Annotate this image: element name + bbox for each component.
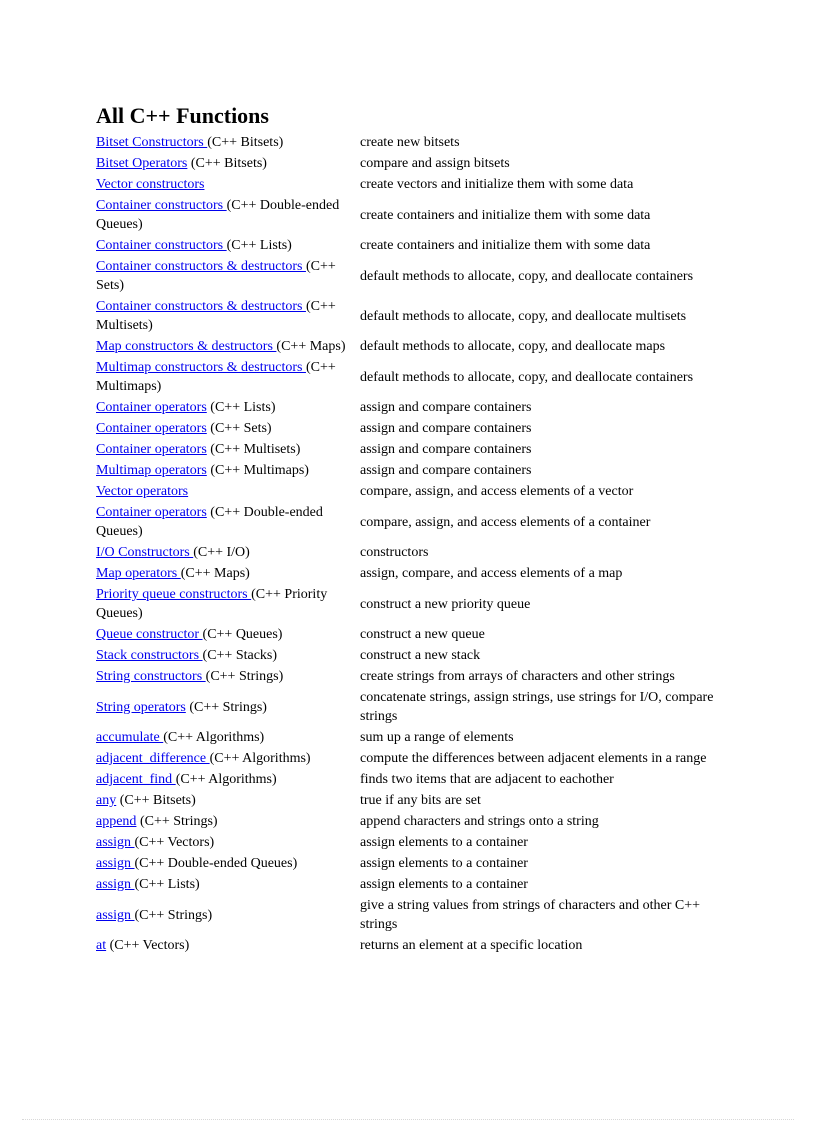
function-category: (C++ Lists) — [134, 877, 200, 892]
function-name-cell — [94, 132, 358, 153]
table-row — [94, 336, 718, 357]
function-name-cell — [94, 296, 358, 336]
function-category: (C++ Multimaps) — [206, 463, 309, 478]
function-name-cell — [94, 256, 358, 296]
function-category: (C++ Algorithms) — [209, 751, 311, 766]
table-row — [94, 153, 718, 174]
function-description: create new bitsets — [360, 135, 460, 150]
function-category: (C++ Strings) — [185, 699, 267, 715]
function-link[interactable]: assign — [96, 856, 135, 871]
function-link[interactable]: assign — [96, 835, 135, 850]
function-category: (C++ Algorithms) — [175, 772, 277, 787]
functions-table-body — [94, 132, 718, 956]
function-name-cell — [94, 336, 358, 357]
function-description: returns an element at a specific location — [360, 938, 583, 953]
page-title: All C++ Functions — [96, 103, 269, 128]
function-name-cell — [94, 769, 358, 790]
function-category: (C++ Strings) — [136, 814, 218, 829]
table-row — [94, 687, 718, 727]
function-link[interactable]: Container operators — [96, 442, 207, 457]
function-name-cell — [94, 645, 358, 666]
function-link[interactable]: I/O Constructors — [96, 545, 194, 560]
function-description: create strings from arrays of characters and other strings — [360, 669, 675, 684]
function-description: constructors — [360, 545, 429, 560]
function-link[interactable]: Stack constructors — [96, 648, 203, 663]
function-link[interactable]: Container constructors & destructors — [96, 259, 306, 274]
table-row — [94, 418, 718, 439]
function-link[interactable]: Vector operators — [96, 484, 189, 499]
function-description: sum up a range of elements — [360, 730, 514, 745]
function-name-cell — [94, 727, 358, 748]
function-link[interactable]: Container constructors & destructors — [96, 299, 306, 314]
table-row — [94, 542, 718, 563]
table-row — [94, 811, 718, 832]
table-row — [94, 439, 718, 460]
function-name-cell — [94, 832, 358, 853]
function-name-cell — [94, 584, 358, 624]
function-link[interactable]: assign — [96, 907, 135, 923]
function-category: (C++ Queues) — [202, 627, 283, 642]
function-link[interactable]: Bitset Operators — [96, 156, 188, 171]
function-link[interactable]: Container operators — [96, 400, 207, 415]
function-link[interactable]: Queue constructor — [96, 627, 203, 642]
function-link[interactable]: Multimap constructors & destructors — [96, 360, 306, 375]
table-row — [94, 357, 718, 397]
table-row — [94, 853, 718, 874]
function-category: (C++ Multimaps) — [96, 360, 336, 394]
function-link[interactable]: Priority queue constructors — [96, 587, 252, 602]
function-link[interactable]: append — [96, 814, 137, 829]
table-row — [94, 645, 718, 666]
function-description: assign and compare containers — [360, 463, 532, 478]
function-name-cell — [94, 748, 358, 769]
function-link[interactable]: String constructors — [96, 669, 206, 684]
table-row — [94, 235, 718, 256]
function-name-cell — [94, 439, 358, 460]
function-name-cell — [94, 481, 358, 502]
function-category: (C++ Algorithms) — [163, 730, 265, 745]
function-description: create containers and initialize them with some data — [360, 238, 651, 253]
function-name-cell — [94, 397, 358, 418]
function-name-cell — [94, 790, 358, 811]
function-description: default methods to allocate, copy, and deallocate multisets — [360, 308, 687, 324]
table-row — [94, 666, 718, 687]
function-category: (C++ Priority Queues) — [96, 587, 328, 621]
table-row — [94, 790, 718, 811]
function-description: construct a new priority queue — [360, 596, 531, 612]
table-row — [94, 460, 718, 481]
table-row — [94, 895, 718, 935]
table-row — [94, 132, 718, 153]
function-link[interactable]: String operators — [96, 699, 186, 715]
function-name-cell — [94, 624, 358, 645]
function-category: (C++ Maps) — [180, 566, 250, 581]
function-category: (C++ Double-ended Queues) — [96, 198, 340, 232]
function-link[interactable]: Bitset Constructors — [96, 135, 208, 150]
function-description: compare, assign, and access elements of a vector — [360, 484, 634, 499]
table-row — [94, 502, 718, 542]
function-category: (C++ Multisets) — [206, 442, 301, 457]
function-name-cell — [94, 235, 358, 256]
function-link[interactable]: Map constructors & destructors — [96, 339, 277, 354]
table-row — [94, 769, 718, 790]
table-row — [94, 727, 718, 748]
function-description: compute the differences between adjacent elements in a range — [360, 751, 707, 766]
function-description: default methods to allocate, copy, and deallocate containers — [360, 268, 694, 284]
function-category: (C++ Double-ended Queues) — [134, 856, 298, 871]
function-description: create vectors and initialize them with some data — [360, 177, 634, 192]
function-name-cell — [94, 174, 358, 195]
function-description: compare and assign bitsets — [360, 156, 510, 171]
functions-table — [94, 132, 718, 956]
function-description: construct a new stack — [360, 648, 481, 663]
table-row — [94, 832, 718, 853]
function-category: (C++ Double-ended Queues) — [96, 505, 323, 539]
function-category: (C++ Bitsets) — [187, 156, 267, 171]
function-link[interactable]: Map operators — [96, 566, 181, 581]
function-category: (C++ Lists) — [226, 238, 292, 253]
function-description: default methods to allocate, copy, and deallocate maps — [360, 339, 666, 354]
function-name-cell — [94, 357, 358, 397]
function-name-cell — [94, 687, 358, 727]
function-category: (C++ Bitsets) — [207, 135, 284, 150]
function-description: assign and compare containers — [360, 400, 532, 415]
function-description: give a string values from strings of characters and other C++ strings — [360, 898, 701, 932]
function-description: append characters and strings onto a string — [360, 814, 599, 829]
function-category: (C++ Stacks) — [202, 648, 278, 663]
function-name-cell — [94, 153, 358, 174]
function-category: (C++ Vectors) — [134, 835, 215, 850]
function-link[interactable]: Vector constructors — [96, 177, 205, 192]
table-row — [94, 563, 718, 584]
function-description: concatenate strings, assign strings, use strings for I/O, compare strings — [360, 690, 714, 724]
function-description: true if any bits are set — [360, 793, 481, 808]
table-row — [94, 584, 718, 624]
function-description: finds two items that are adjacent to eachother — [360, 772, 614, 787]
function-description: assign elements to a container — [360, 856, 528, 871]
function-link[interactable]: Container operators — [96, 421, 207, 436]
function-link[interactable]: adjacent_difference — [96, 751, 210, 766]
function-name-cell — [94, 418, 358, 439]
function-name-cell — [94, 935, 358, 956]
function-link[interactable]: any — [96, 793, 117, 808]
function-category: (C++ Vectors) — [106, 938, 190, 953]
function-name-cell — [94, 853, 358, 874]
function-link[interactable]: Multimap operators — [96, 463, 207, 478]
function-category: (C++ Sets) — [96, 259, 336, 293]
function-name-cell — [94, 666, 358, 687]
function-category: (C++ I/O) — [193, 545, 250, 560]
table-row — [94, 195, 718, 235]
function-link[interactable]: Container constructors — [96, 198, 227, 213]
function-link[interactable]: Container constructors — [96, 238, 227, 253]
function-name-cell — [94, 542, 358, 563]
table-row — [94, 748, 718, 769]
table-row — [94, 397, 718, 418]
page-bottom-divider — [22, 1119, 794, 1120]
function-link[interactable]: adjacent_find — [96, 772, 176, 787]
table-row — [94, 256, 718, 296]
function-name-cell — [94, 874, 358, 895]
function-link[interactable]: Container operators — [96, 505, 207, 520]
function-description: assign elements to a container — [360, 835, 528, 850]
function-description: compare, assign, and access elements of a container — [360, 514, 651, 530]
function-name-cell — [94, 895, 358, 935]
function-category: (C++ Strings) — [134, 907, 213, 923]
table-row — [94, 481, 718, 502]
function-description: assign, compare, and access elements of a map — [360, 566, 623, 581]
function-category: (C++ Strings) — [205, 669, 284, 684]
function-description: construct a new queue — [360, 627, 485, 642]
function-name-cell — [94, 502, 358, 542]
function-name-cell — [94, 195, 358, 235]
function-link[interactable]: at — [96, 938, 107, 953]
function-name-cell — [94, 460, 358, 481]
function-category: (C++ Lists) — [206, 400, 276, 415]
table-row — [94, 874, 718, 895]
function-category: (C++ Bitsets) — [116, 793, 196, 808]
function-name-cell — [94, 811, 358, 832]
function-category: (C++ Sets) — [206, 421, 272, 436]
table-row — [94, 174, 718, 195]
function-description: assign and compare containers — [360, 442, 532, 457]
function-link[interactable]: assign — [96, 877, 135, 892]
table-row — [94, 296, 718, 336]
table-row — [94, 624, 718, 645]
function-description: create containers and initialize them with some data — [360, 207, 651, 223]
function-category: (C++ Multisets) — [96, 299, 336, 333]
table-row — [94, 935, 718, 956]
function-link[interactable]: accumulate — [96, 730, 164, 745]
function-category: (C++ Maps) — [276, 339, 346, 354]
function-description: assign and compare containers — [360, 421, 532, 436]
function-description: assign elements to a container — [360, 877, 528, 892]
function-description: default methods to allocate, copy, and deallocate containers — [360, 369, 694, 385]
function-name-cell — [94, 563, 358, 584]
